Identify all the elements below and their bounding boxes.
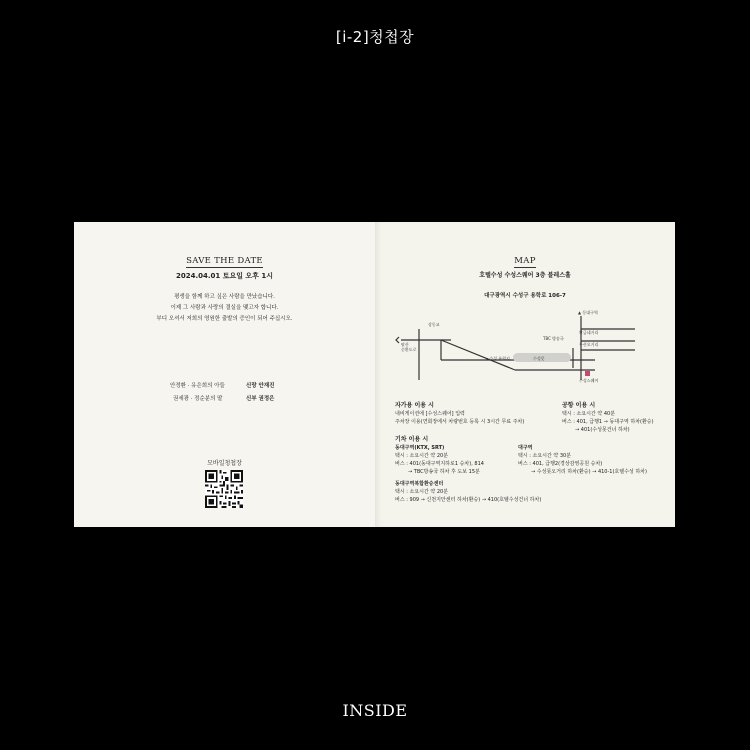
dongdaegu-line-3: → TBC방송국 하차 후 도보 15분 [408,469,480,475]
groom-parents: 안정환 · 유은희의 아들 [170,383,225,389]
bride-name: 신부 권정은 [246,396,275,402]
message-line-3: 부디 오셔서 저희의 영원한 출발의 증인이 되어 주십시오. [156,316,293,322]
message-line-1: 평생을 함께 하고 싶은 사람을 만났습니다. [174,294,275,300]
qr-code-icon[interactable] [205,470,243,508]
daegu-line-3: → 수성못오거리 하차(환승) → 410-1(호텔수성 하차) [531,469,647,475]
daegu-line-1: 택시 : 소요시간 약 30분 [518,453,572,459]
car-line-2: 주차장 이용(연회장에서 차량번호 등록 시 3시간 무료 주차) [395,419,525,425]
map-label-suseong-reservoir: ◂ 수성 유원지 [486,356,510,361]
car-line-1: 내비게이션에 [수성스퀘어] 입력 [395,411,465,417]
save-the-date-title: SAVE THE DATE [186,256,263,266]
map-label-dongdaegu: ▲ 동대구역 [578,310,598,315]
save-the-date-header [74,248,375,267]
map-label-palsan: 팔산 순환도로 [401,342,417,352]
daegu-line-2: 버스 : 401, 급행2(경상감영공원 승차) [518,461,603,467]
map-label-venue: 수성스퀘어 [579,378,599,383]
map-header [375,248,675,267]
dongdaegu-title: 동대구역(KTX, SRT) [395,445,445,451]
location-map[interactable] [395,310,655,392]
map-label-suseong-lake: 수성못 [533,356,545,361]
venue-address: 대구광역시 수성구 용학로 106-7 [484,293,566,299]
map-label-tbc: TBC 방송국 [543,336,564,341]
map-panel [375,222,675,527]
dongdaegu-line-1: 택시 : 소요시간 약 20분 [395,453,449,459]
daegu-station-directions [518,444,647,476]
bride-parents: 권세광 · 정순분의 딸 [173,396,223,402]
map-label-hwanggeum: 황금네거리 [579,330,599,335]
terminal-line-1: 택시 : 소요시간 약 20분 [395,489,449,495]
wedding-date: 2024.04.01 토요일 오후 1시 [175,272,274,280]
airport-directions [562,401,654,434]
car-directions [395,401,524,426]
map-label-dusan: 두산오거리 [579,342,599,347]
car-title: 자가용 이용 시 [395,402,434,409]
map-label-sangdong: 상동교 [428,322,440,327]
groom-name: 신랑 안재진 [246,383,275,389]
dongdaegu-line-2: 버스 : 401(동대구역지하로1 승차), 814 [395,461,484,467]
airport-title: 공항 이용 시 [562,402,596,409]
train-title: 기차 이용 시 [395,436,429,443]
venue-name: 호텔수성 수성스퀘어 3층 블레스홀 [479,272,571,279]
airport-line-1: 택시 : 소요시간 약 40분 [562,411,616,417]
map-title: MAP [514,256,536,266]
airport-line-3: → 401(수성못건너 하차) [575,427,630,433]
page-heading: [i-2]청첩장 [335,28,415,46]
terminal-line-2: 버스 : 909 → 신천지안센터 하차(환승) → 410(호텔수성건너 하차) [395,497,542,503]
save-the-date-panel [74,222,375,527]
page-footer: INSIDE [342,701,408,720]
qr-label: 모바일청첩장 [207,460,242,467]
invitation-card [74,222,675,527]
terminal-title: 동대구역복합환승센터 [395,481,444,487]
venue-pin-icon [585,371,590,376]
message-line-2: 이제 그 사람과 사랑의 결실을 맺고자 합니다. [170,305,279,311]
airport-line-2: 버스 : 401, 급행1 → 동대구역 하차(환승) [562,419,654,425]
daegu-title: 대구역 [518,445,533,451]
